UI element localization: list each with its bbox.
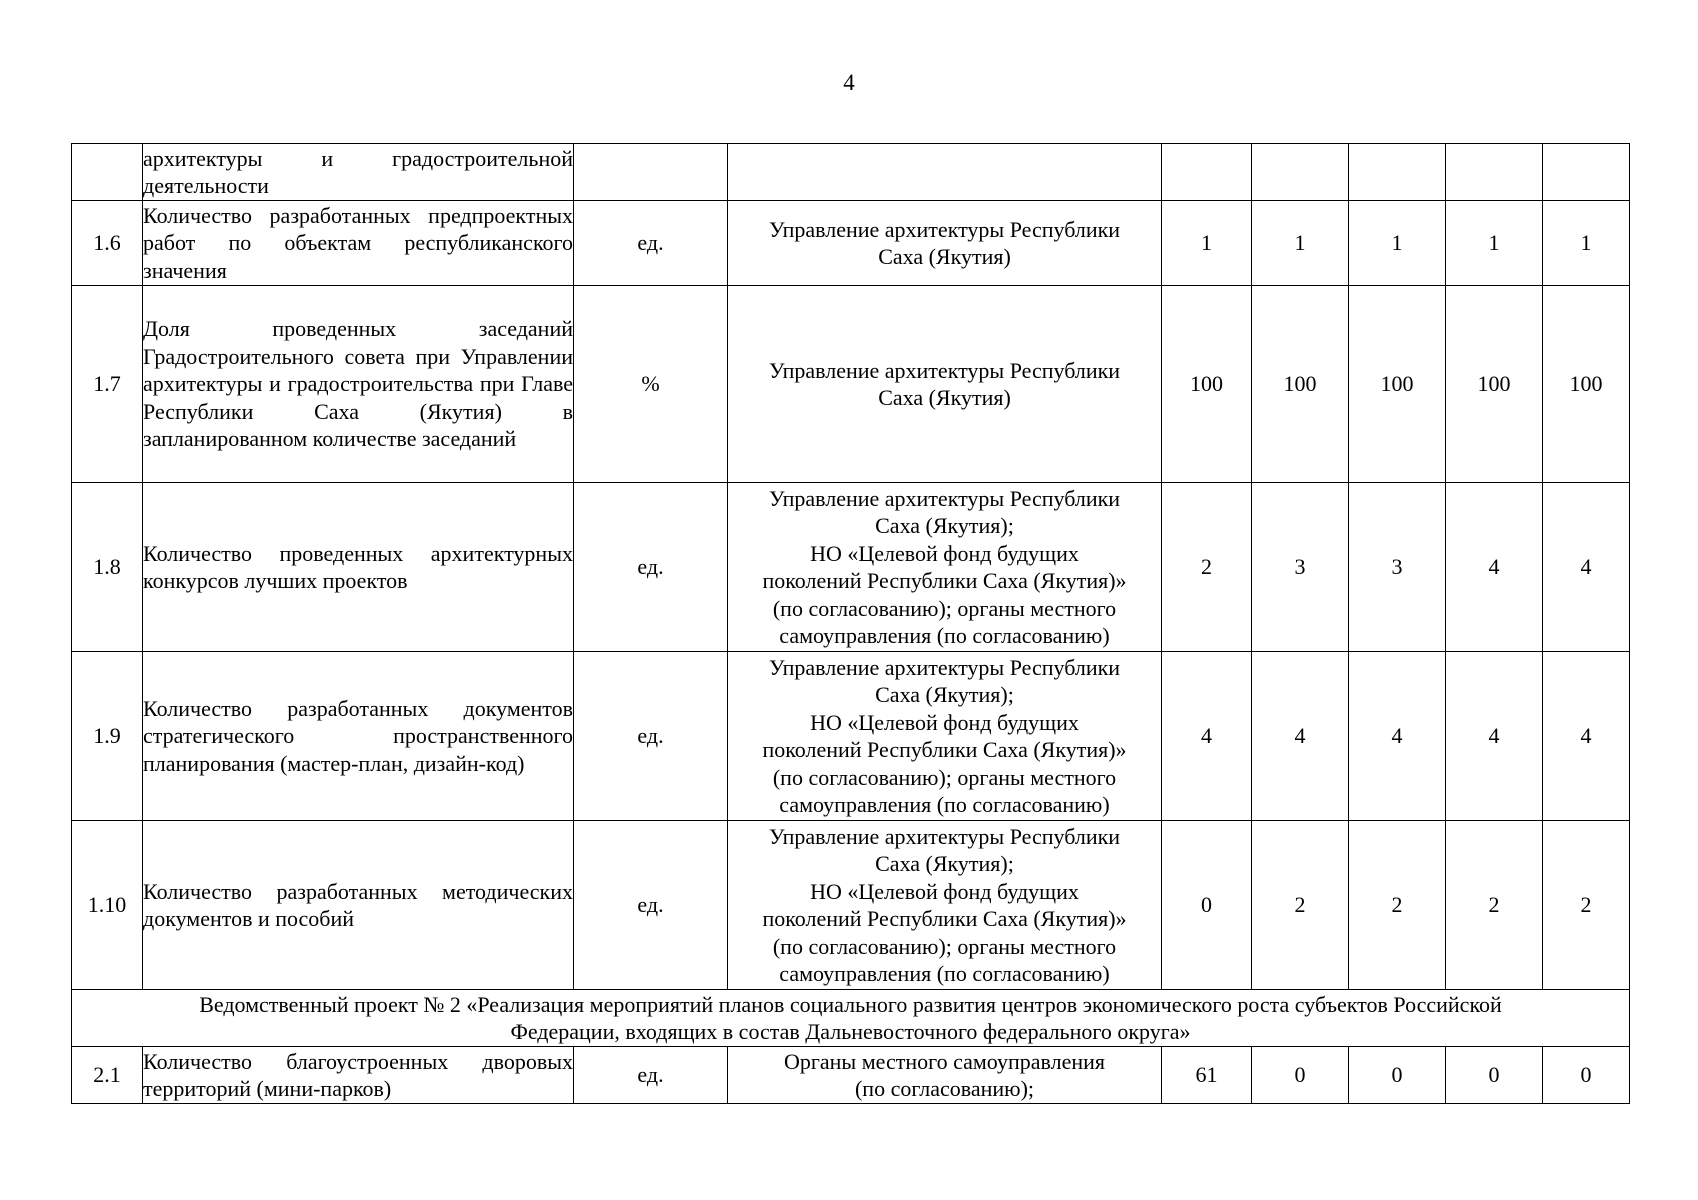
value-cell: 1 (1446, 201, 1543, 286)
row-number (72, 144, 143, 201)
unit-cell: ед. (574, 201, 728, 286)
value-cell: 1 (1162, 201, 1252, 286)
value-cell (1162, 144, 1252, 201)
value-cell (1252, 144, 1349, 201)
responsible-line: Саха (Якутия); (875, 682, 1014, 707)
responsible-line: поколений Республики Саха (Якутия)» (762, 568, 1127, 593)
unit-cell: ед. (574, 483, 728, 652)
responsible-line: Саха (Якутия); (875, 513, 1014, 538)
responsible-line: (по согласованию); органы местного (772, 764, 1117, 790)
table-row (72, 483, 1630, 652)
value-cell: 4 (1446, 652, 1543, 821)
unit-cell (574, 144, 728, 201)
value-cell: 3 (1349, 483, 1446, 652)
responsible-cell (728, 821, 1162, 990)
unit-cell: ед. (574, 821, 728, 990)
responsible-line: Управление архитектуры Республики (768, 216, 1121, 242)
value-cell (1349, 144, 1446, 201)
section-header-row (72, 990, 1630, 1047)
responsible-cell (728, 201, 1162, 286)
value-cell (1446, 144, 1543, 201)
value-cell: 61 (1162, 1047, 1252, 1104)
responsible-line: (по согласованию); органы местного (772, 595, 1117, 621)
value-cell: 2 (1349, 821, 1446, 990)
responsible-line: НО «Целевой фонд будущих (810, 540, 1079, 566)
value-cell: 1 (1543, 201, 1630, 286)
responsible-cell (728, 144, 1162, 201)
row-number: 1.7 (72, 286, 143, 483)
table-row (72, 821, 1630, 990)
unit-cell: ед. (574, 652, 728, 821)
value-cell: 3 (1252, 483, 1349, 652)
section-title-line: Ведомственный проект № 2 «Реализация мероприятий планов социального развития центров экономического роста субъектов Российской (199, 991, 1502, 1017)
indicator-name: Количество проведенных архитектурных конкурсов лучших проектов (143, 483, 574, 652)
row-number: 1.10 (72, 821, 143, 990)
responsible-line: Управление архитектуры Республики (768, 485, 1121, 511)
value-cell: 4 (1252, 652, 1349, 821)
responsible-line: самоуправления (по согласованию) (779, 623, 1110, 648)
value-cell: 2 (1252, 821, 1349, 990)
responsible-line: Саха (Якутия) (878, 385, 1011, 410)
section-title (72, 990, 1630, 1047)
indicator-name: Доля проведенных заседаний Градостроительного совета при Управлении архитектуры и градостроительства при Главе Республики Саха (Якутия) в запланированном количестве заседаний (143, 286, 574, 483)
indicator-name: Количество благоустроенных дворовых территорий (мини-парков) (143, 1047, 574, 1104)
row-number: 1.8 (72, 483, 143, 652)
value-cell: 100 (1543, 286, 1630, 483)
value-cell: 100 (1162, 286, 1252, 483)
value-cell: 100 (1252, 286, 1349, 483)
responsible-line: НО «Целевой фонд будущих (810, 709, 1079, 735)
responsible-cell (728, 286, 1162, 483)
responsible-line: Управление архитектуры Республики (768, 654, 1121, 680)
table-row (72, 286, 1630, 483)
responsible-line: самоуправления (по согласованию) (779, 961, 1110, 986)
table-row (72, 652, 1630, 821)
responsible-line: самоуправления (по согласованию) (779, 792, 1110, 817)
responsible-line: НО «Целевой фонд будущих (810, 878, 1079, 904)
value-cell: 100 (1446, 286, 1543, 483)
value-cell (1543, 144, 1630, 201)
responsible-line: Органы местного самоуправления (783, 1048, 1106, 1074)
responsible-line: (по согласованию); органы местного (772, 933, 1117, 959)
value-cell: 100 (1349, 286, 1446, 483)
value-cell: 0 (1162, 821, 1252, 990)
table-row (72, 201, 1630, 286)
responsible-line: Управление архитектуры Республики (768, 823, 1121, 849)
indicators-table (71, 143, 1630, 1104)
value-cell: 4 (1543, 483, 1630, 652)
row-number: 1.6 (72, 201, 143, 286)
value-cell: 1 (1252, 201, 1349, 286)
value-cell: 1 (1349, 201, 1446, 286)
unit-cell: % (574, 286, 728, 483)
value-cell: 4 (1446, 483, 1543, 652)
responsible-line: (по согласованию); (854, 1076, 1035, 1101)
section-title-line: Федерации, входящих в состав Дальневосточного федерального округа» (510, 1019, 1191, 1044)
indicator-name: Количество разработанных предпроектных работ по объектам республиканского значения (143, 201, 574, 286)
indicator-name: Количество разработанных методических документов и пособий (143, 821, 574, 990)
responsible-cell (728, 652, 1162, 821)
indicator-name: архитектуры и градостроительной деятельности (143, 144, 574, 201)
value-cell: 0 (1543, 1047, 1630, 1104)
responsible-cell (728, 483, 1162, 652)
responsible-line: Саха (Якутия) (878, 244, 1011, 269)
responsible-line: поколений Республики Саха (Якутия)» (762, 906, 1127, 931)
value-cell: 0 (1349, 1047, 1446, 1104)
responsible-line: Саха (Якутия); (875, 851, 1014, 876)
table-row (72, 1047, 1630, 1104)
value-cell: 2 (1162, 483, 1252, 652)
page-number: 4 (843, 70, 855, 95)
indicator-name: Количество разработанных документов стратегического пространственного планирования (мастер-план, дизайн-код) (143, 652, 574, 821)
value-cell: 2 (1446, 821, 1543, 990)
value-cell: 0 (1252, 1047, 1349, 1104)
value-cell: 0 (1446, 1047, 1543, 1104)
unit-cell: ед. (574, 1047, 728, 1104)
responsible-line: поколений Республики Саха (Якутия)» (762, 737, 1127, 762)
value-cell: 4 (1543, 652, 1630, 821)
responsible-line: Управление архитектуры Республики (768, 357, 1121, 383)
value-cell: 2 (1543, 821, 1630, 990)
table-row (72, 144, 1630, 201)
row-number: 1.9 (72, 652, 143, 821)
row-number: 2.1 (72, 1047, 143, 1104)
value-cell: 4 (1349, 652, 1446, 821)
value-cell: 4 (1162, 652, 1252, 821)
responsible-cell (728, 1047, 1162, 1104)
